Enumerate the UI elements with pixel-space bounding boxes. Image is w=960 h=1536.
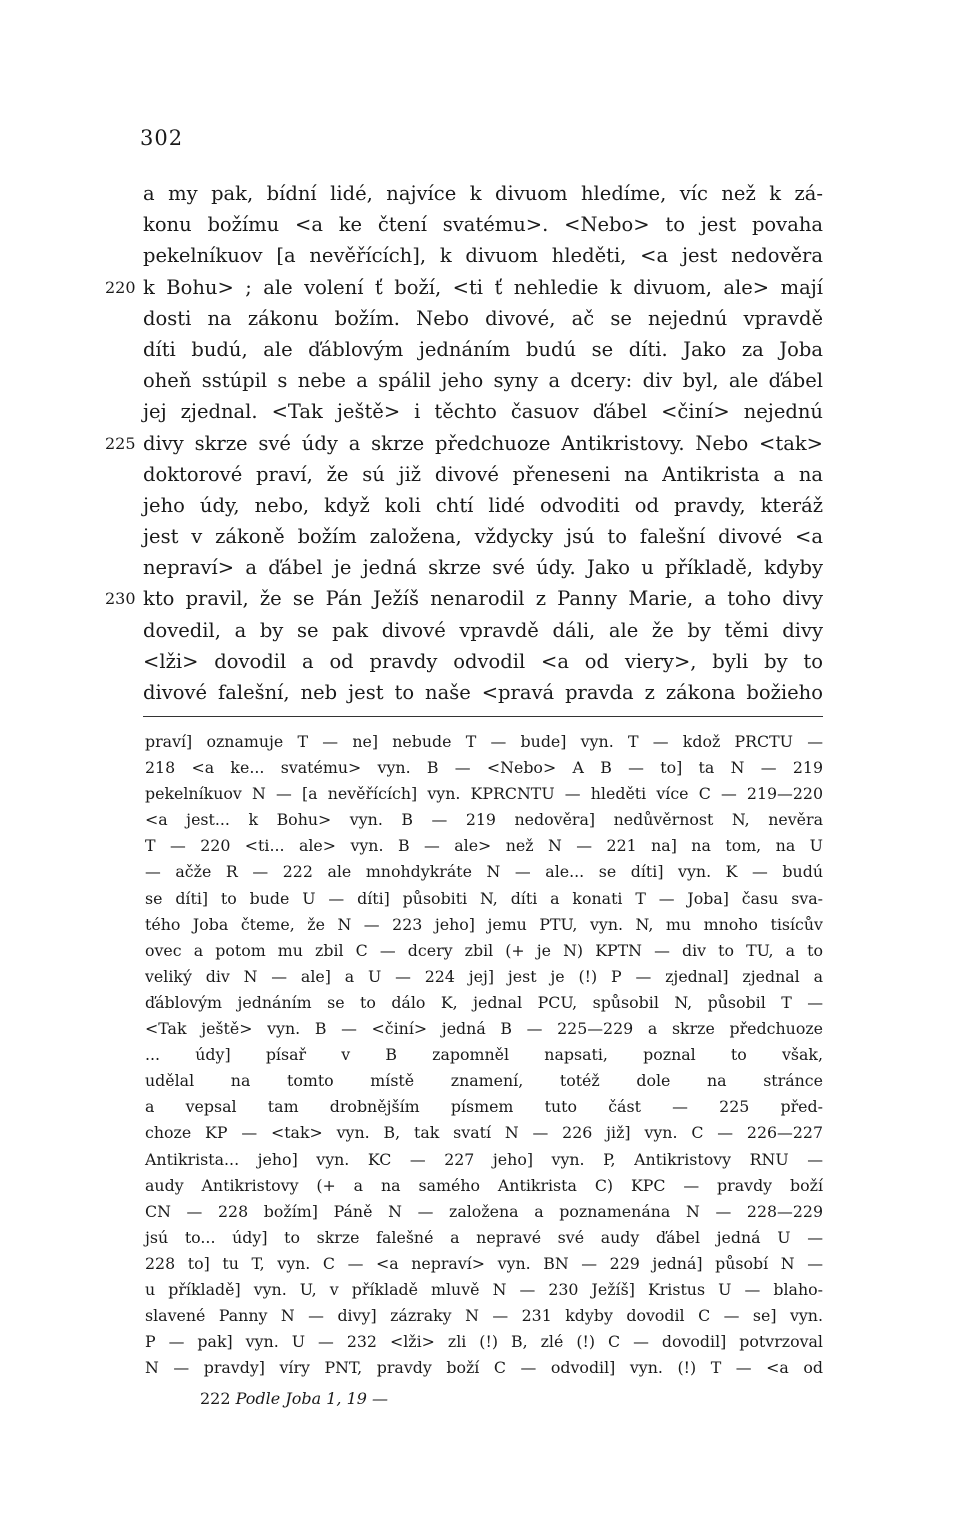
main-text-content: doktorové praví, že sú již divové přeneseni na Antikrista a na — [143, 462, 823, 486]
apparatus-line: audy Antikristovy (+ a na samého Antikrista C) KPC — pravdy boží — [145, 1175, 823, 1195]
apparatus-line: 218 <a ke... svatému> vyn. B — <Nebo> A B — to] ta N — 219 — [145, 758, 823, 778]
main-text-line — [143, 459, 823, 490]
main-text-content: dovedil, a by se pak divové vpravdě dáli, ale že by těmi divy — [143, 618, 823, 642]
main-text-line — [143, 178, 823, 209]
main-text-line — [143, 334, 823, 365]
main-text-line — [105, 583, 823, 614]
main-text-content: oheň sstúpil s nebe a spálil jeho syny a dcery: div byl, ale ďábel — [143, 369, 823, 393]
main-text-line — [143, 240, 823, 271]
footnote-reference: Podle Joba 1, 19 — — [235, 1389, 389, 1408]
main-text-line — [143, 490, 823, 521]
apparatus-line: <Tak ještě> vyn. B — <činí> jedná B — 225—229 a skrze předchuoze — [145, 1019, 823, 1039]
main-text-content: <lži> dovodil a od pravdy odvodil <a od viery>, byli by to — [143, 649, 823, 673]
main-text-line — [143, 396, 823, 427]
main-text-line — [105, 428, 823, 459]
main-text-line — [143, 646, 823, 677]
main-text-content: divové falešní, neb jest to naše <pravá pravda z zákona božieho — [143, 681, 823, 704]
apparatus-line: jsú to... údy] to skrze falešné a nepravé své audy ďábel jedná U — — [145, 1227, 823, 1247]
main-text-content: nepraví> a ďábel je jedná skrze své údy. Jako u příkladě, kdyby — [143, 556, 823, 580]
main-text-content: k Bohu> ; ale volení ť boží, <ti ť nehledie k divuom, ale> mají — [143, 275, 823, 299]
apparatus-line: — ačže R — 222 ale mnohdykráte N — ale... se díti] vyn. K — budú — [145, 862, 823, 882]
apparatus-line: choze KP — <tak> vyn. B, tak svatí N — 226 již] vyn. C — 226—227 — [145, 1123, 823, 1143]
apparatus-line: ... údy] písař v B zapomněl napsati, poznal to však, — [145, 1045, 823, 1065]
apparatus-divider — [143, 716, 823, 717]
main-text — [105, 178, 823, 708]
main-text-content: kto pravil, že se Pán Ježíš nenarodil z Panny Marie, a toho divy — [143, 587, 823, 611]
apparatus-line: a vepsal tam drobnějším písmem tuto část — 225 před- — [145, 1097, 823, 1117]
apparatus-line: Antikrista... jeho] vyn. KC — 227 jeho] vyn. P, Antikristovy RNU — — [145, 1149, 823, 1169]
apparatus-line: N — pravdy] víry PNT, pravdy boží C — odvodil] vyn. (!) T — <a od — [145, 1358, 823, 1378]
page-number: 302 — [140, 126, 184, 150]
apparatus-line: praví] oznamuje T — ne] nebude T — bude] vyn. T — kdož PRCTU — — [145, 732, 823, 751]
apparatus-line: ďáblovým jednáním se to dálo K, jednal PCU, spůsobil N, působil T — — [145, 992, 823, 1012]
main-text-content: a my pak, bídní lidé, najvíce k divuom hledíme, víc než k zá- — [143, 182, 823, 205]
main-text-line — [143, 303, 823, 334]
apparatus-line: CN — 228 božím] Páně N — založena a poznamenána N — 228—229 — [145, 1201, 823, 1221]
main-text-content: divy skrze své údy a skrze předchuoze Antikristovy. Nebo <tak> — [143, 431, 823, 455]
line-number: 225 — [105, 433, 136, 453]
main-text-content: jest v zákoně božím založena, vždycky jsú to falešní divové <a — [143, 525, 823, 549]
apparatus-line: tého Joba čteme, že N — 223 jeho] jemu PTU, vyn. N, mu mnoho tisícův — [145, 914, 823, 934]
main-text-content: konu božímu <a ke čtení svatému>. <Nebo> to jest povaha — [143, 213, 823, 237]
apparatus-line: pekelníkuov N — [a nevěřících] vyn. KPRCNTU — hleděti více C — 219—220 — [145, 784, 823, 804]
main-text-line — [143, 365, 823, 396]
apparatus-line: <a jest... k Bohu> vyn. B — 219 nedověra] nedůvěrnost N, nevěra — [145, 810, 823, 830]
main-text-line — [143, 615, 823, 646]
apparatus-line: u příkladě] vyn. U, v příkladě mluvě N — 230 Ježíš] Kristus U — blaho- — [145, 1279, 823, 1299]
apparatus-line: slavené Panny N — divy] zázraky N — 231 kdyby dovodil C — se] vyn. — [145, 1306, 823, 1326]
apparatus-line: veliký div N — ale] a U — 224 jej] jest je (!) P — zjednal] zjednal a — [145, 966, 823, 986]
main-text-content: dosti na zákonu božím. Nebo divové, ač se nejednú vpravdě — [143, 306, 823, 330]
main-text-content: jeho údy, nebo, když koli chtí lidé odvoditi od pravdy, kteráž — [143, 493, 823, 517]
main-text-line — [143, 521, 823, 552]
main-text-content: pekelníkuov [a nevěřících], k divuom hleděti, <a jest nedověra — [143, 244, 823, 268]
footnote — [200, 1389, 388, 1408]
main-text-content: jej zjednal. <Tak ještě> i těchto časuov ďábel <činí> nejednú — [143, 400, 823, 424]
main-text-content: díti budú, ale ďáblovým jednáním budú se díti. Jako za Joba — [143, 337, 823, 361]
main-text-line — [105, 272, 823, 303]
line-number: 230 — [105, 589, 136, 609]
footnote-number: 222 — [200, 1389, 231, 1408]
main-text-line — [143, 209, 823, 240]
apparatus-line: 228 to] tu T, vyn. C — <a nepraví> vyn. BN — 229 jedná] působí N — — [145, 1253, 823, 1273]
apparatus-line: ovec a potom mu zbil C — dcery zbil (+ je N) KPTN — div to TU, a to — [145, 940, 823, 960]
main-text-line — [143, 552, 823, 583]
apparatus-line: P — pak] vyn. U — 232 <lži> zli (!) B, zlé (!) C — dovodil] potvrzoval — [145, 1332, 823, 1352]
apparatus-line: T — 220 <ti... ale> vyn. B — ale> než N — 221 na] na tom, na U — [145, 836, 823, 856]
main-text-line — [143, 677, 823, 708]
line-number: 220 — [105, 277, 136, 297]
apparatus-line: udělal na tomto místě znamení, totéž dole na stránce — [145, 1071, 823, 1091]
critical-apparatus — [145, 729, 823, 1381]
apparatus-line: se díti] to bude U — díti] působiti N, díti a konati T — Joba] času sva- — [145, 888, 823, 908]
